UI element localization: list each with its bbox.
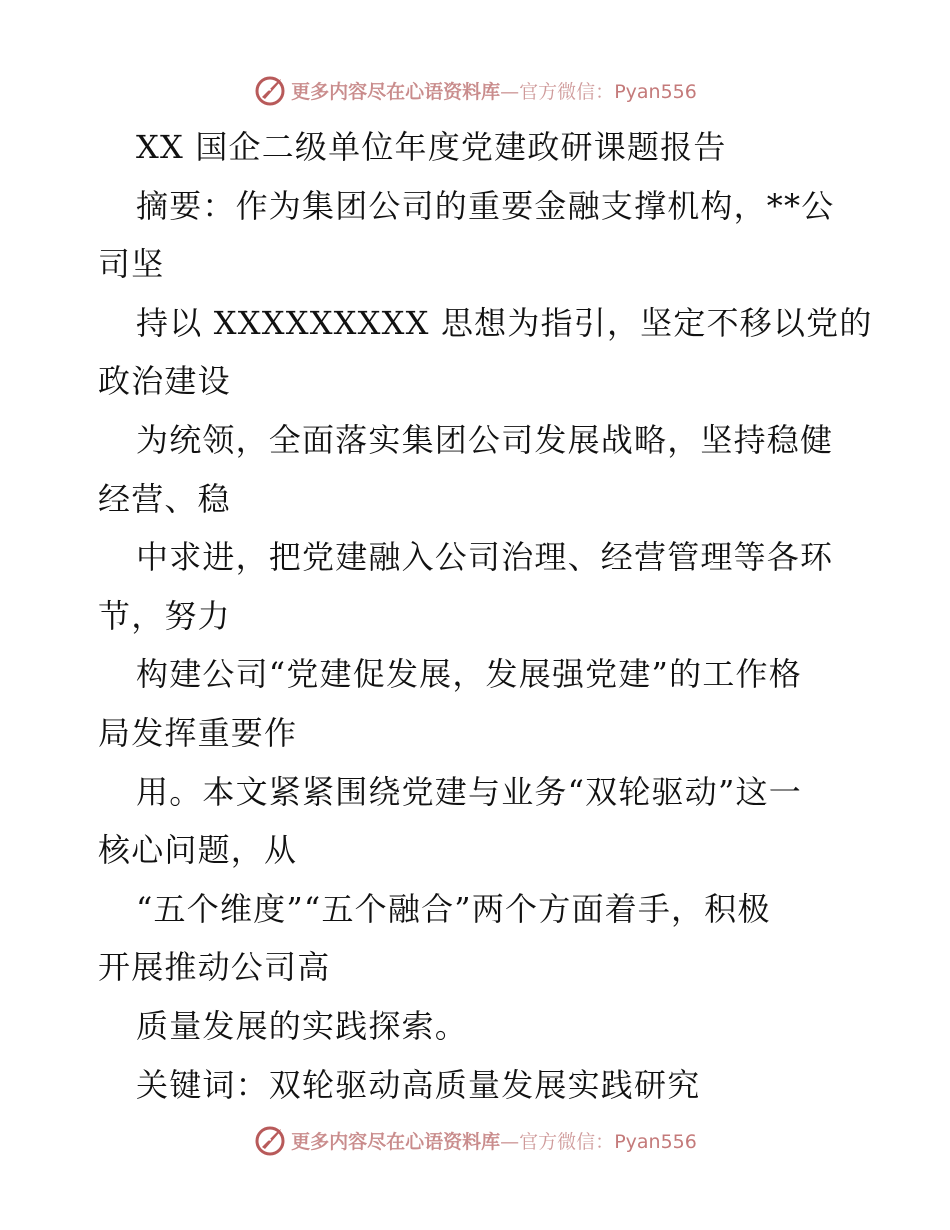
abstract-line: 用。本文紧紧围绕党建与业务“双轮驱动”这一 (136, 772, 802, 811)
watermark-header (0, 70, 950, 110)
abstract-line: 政治建设 (98, 362, 231, 401)
abstract-line: 开展推动公司高 (98, 948, 331, 987)
abstract-line: “五个维度”“五个融合”两个方面着手，积极 (136, 889, 771, 928)
watermark-separator: — (500, 1130, 520, 1153)
watermark-brand: 更多内容尽在心语资料库 (291, 1130, 501, 1153)
abstract-line: 构建公司“党建促发展，发展强党建”的工作格 (136, 655, 802, 694)
abstract-line: 质量发展的实践探索。 (136, 1006, 469, 1045)
watermark-wechat: Pyan556 (614, 80, 697, 103)
abstract-line: 司坚 (98, 245, 165, 284)
keywords-line: 关键词：双轮驱动高质量发展实践研究 (136, 1065, 701, 1104)
abstract-line: 节，努力 (98, 596, 231, 635)
abstract-line: 持以 XXXXXXXXX 思想为指引，坚定不移以党的 (136, 303, 873, 342)
quill-seal-logo-icon (253, 1123, 287, 1157)
watermark-footer (0, 1120, 950, 1160)
abstract-line: 摘要：作为集团公司的重要金融支撑机构，**公 (136, 186, 835, 225)
watermark-wechat: Pyan556 (614, 1130, 697, 1153)
abstract-line: 为统领，全面落实集团公司发展战略，坚持稳健 (136, 420, 834, 459)
watermark-separator: — (500, 80, 520, 103)
watermark-official: 官方微信： (519, 80, 615, 103)
document-title: XX 国企二级单位年度党建政研课题报告 (136, 128, 727, 166)
watermark-official: 官方微信： (519, 1130, 615, 1153)
abstract-line: 核心问题，从 (98, 831, 298, 870)
watermark-brand: 更多内容尽在心语资料库 (291, 80, 501, 103)
abstract-line: 经营、稳 (98, 479, 231, 518)
abstract-line: 中求进，把党建融入公司治理、经营管理等各环 (136, 538, 834, 577)
quill-seal-logo-icon (253, 73, 287, 107)
abstract-line: 局发挥重要作 (98, 713, 298, 752)
document-body (98, 118, 873, 1114)
